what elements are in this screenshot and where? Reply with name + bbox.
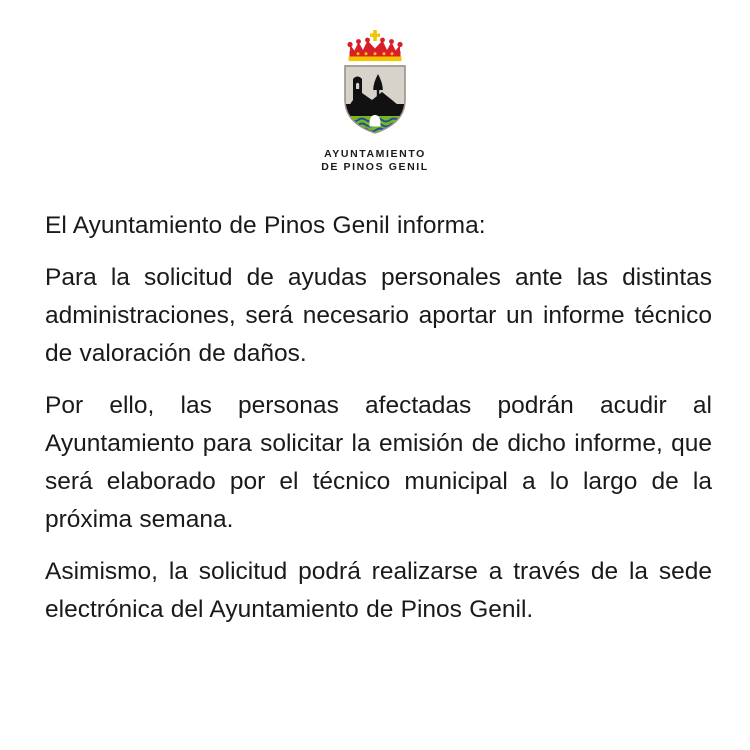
paragraph-intro: El Ayuntamiento de Pinos Genil informa: <box>45 212 486 239</box>
announcement-body <box>45 207 712 629</box>
header <box>0 0 750 174</box>
coat-of-arms-icon <box>320 24 430 144</box>
organization-name-line1: AYUNTAMIENTO <box>324 148 426 160</box>
paragraph-sede-electronica: Asimismo, la solicitud podrá realizarse a través de la sede electrónica del Ayuntamiento de Pinos Genil. <box>45 558 712 623</box>
organization-name-line2: DE PINOS GENIL <box>321 161 429 173</box>
paragraph-procedimiento: Por ello, las personas afectadas podrán acudir al Ayuntamiento para solicitar la emisión de dicho informe, que será elaborado por el técnico municipal a lo largo de la próxima semana. <box>45 392 712 533</box>
organization-name <box>321 148 429 174</box>
paragraph-requisito: Para la solicitud de ayudas personales ante las distintas administraciones, será necesario aportar un informe técnico de valoración de daños. <box>45 264 712 367</box>
